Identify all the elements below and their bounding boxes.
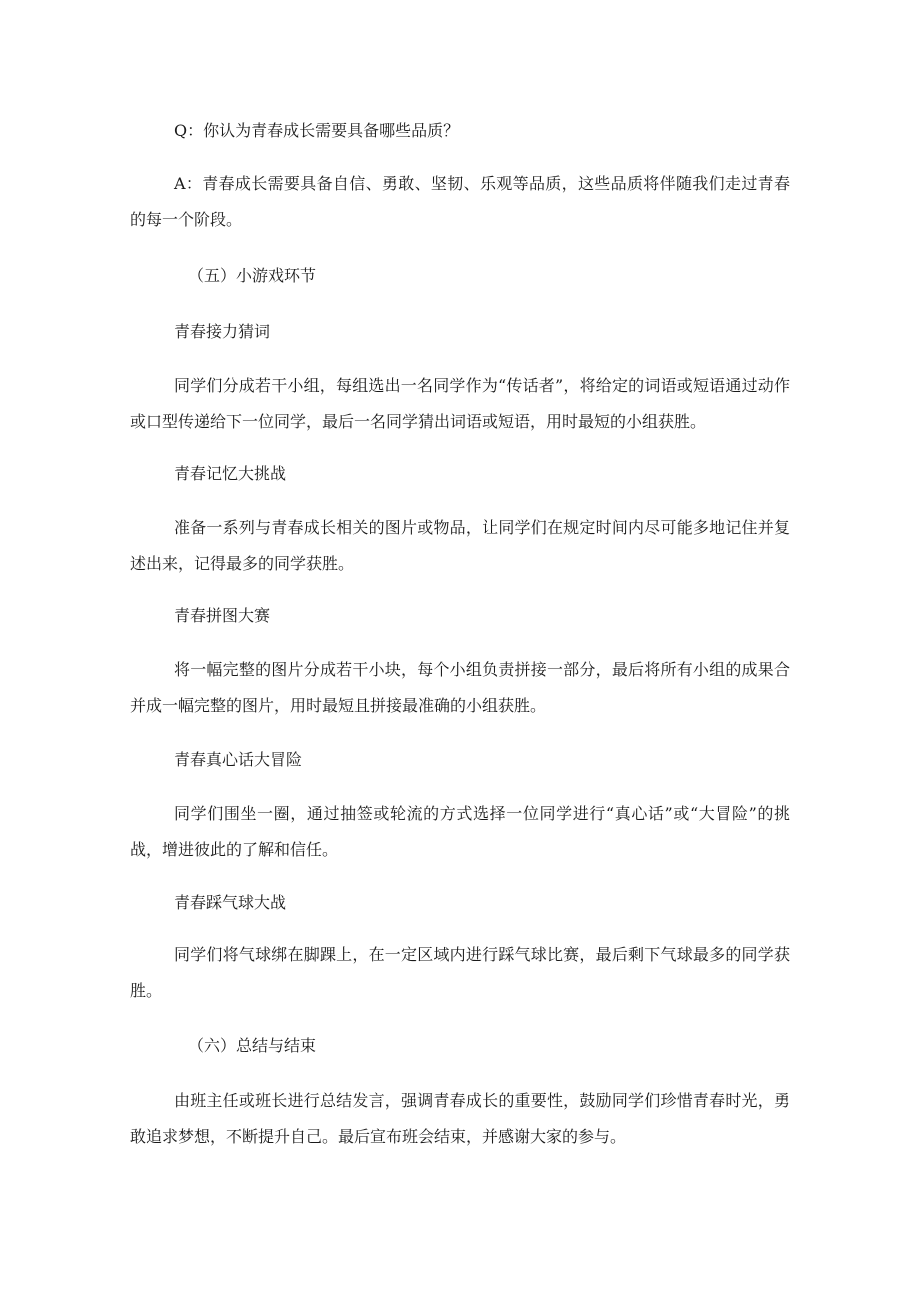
game-title-1: 青春接力猜词 (174, 322, 271, 341)
summary-paragraph: 由班主任或班长进行总结发言，强调青春成长的重要性，鼓励同学们珍惜青春时光，勇敢追求梦想，不断提升自己。最后宣布班会结束，并感谢大家的参与。 (130, 1091, 790, 1146)
question-line: Q：你认为青春成长需要具备哪些品质？ (174, 121, 460, 140)
section-heading-5: （五）小游戏环节 (188, 266, 317, 285)
game-title-4: 青春真心话大冒险 (174, 750, 303, 769)
game-text-5: 同学们将气球绑在脚踝上，在一定区域内进行踩气球比赛，最后剩下气球最多的同学获胜。 (130, 945, 790, 1000)
game-text-1: 同学们分成若干小组，每组选出一名同学作为“传话者”，将给定的词语或短语通过动作或口型传递给下一位同学，最后一名同学猜出词语或短语，用时最短的小组获胜。 (130, 376, 790, 431)
game-title-3: 青春拼图大赛 (174, 606, 271, 625)
section-heading-6: （六）总结与结束 (188, 1036, 317, 1055)
game-text-2: 准备一系列与青春成长相关的图片或物品，让同学们在规定时间内尽可能多地记住并复述出来，记得最多的同学获胜。 (130, 518, 790, 573)
answer-paragraph: A：青春成长需要具备自信、勇敢、坚韧、乐观等品质，这些品质将伴随我们走过青春的每一个阶段。 (130, 174, 790, 229)
game-text-3: 将一幅完整的图片分成若干小块，每个小组负责拼接一部分，最后将所有小组的成果合并成一幅完整的图片，用时最短且拼接最准确的小组获胜。 (130, 660, 790, 715)
game-title-2: 青春记忆大挑战 (174, 464, 287, 483)
game-title-5: 青春踩气球大战 (174, 893, 287, 912)
game-text-4: 同学们围坐一圈，通过抽签或轮流的方式选择一位同学进行“真心话”或“大冒险”的挑战，增进彼此的了解和信任。 (130, 804, 790, 859)
